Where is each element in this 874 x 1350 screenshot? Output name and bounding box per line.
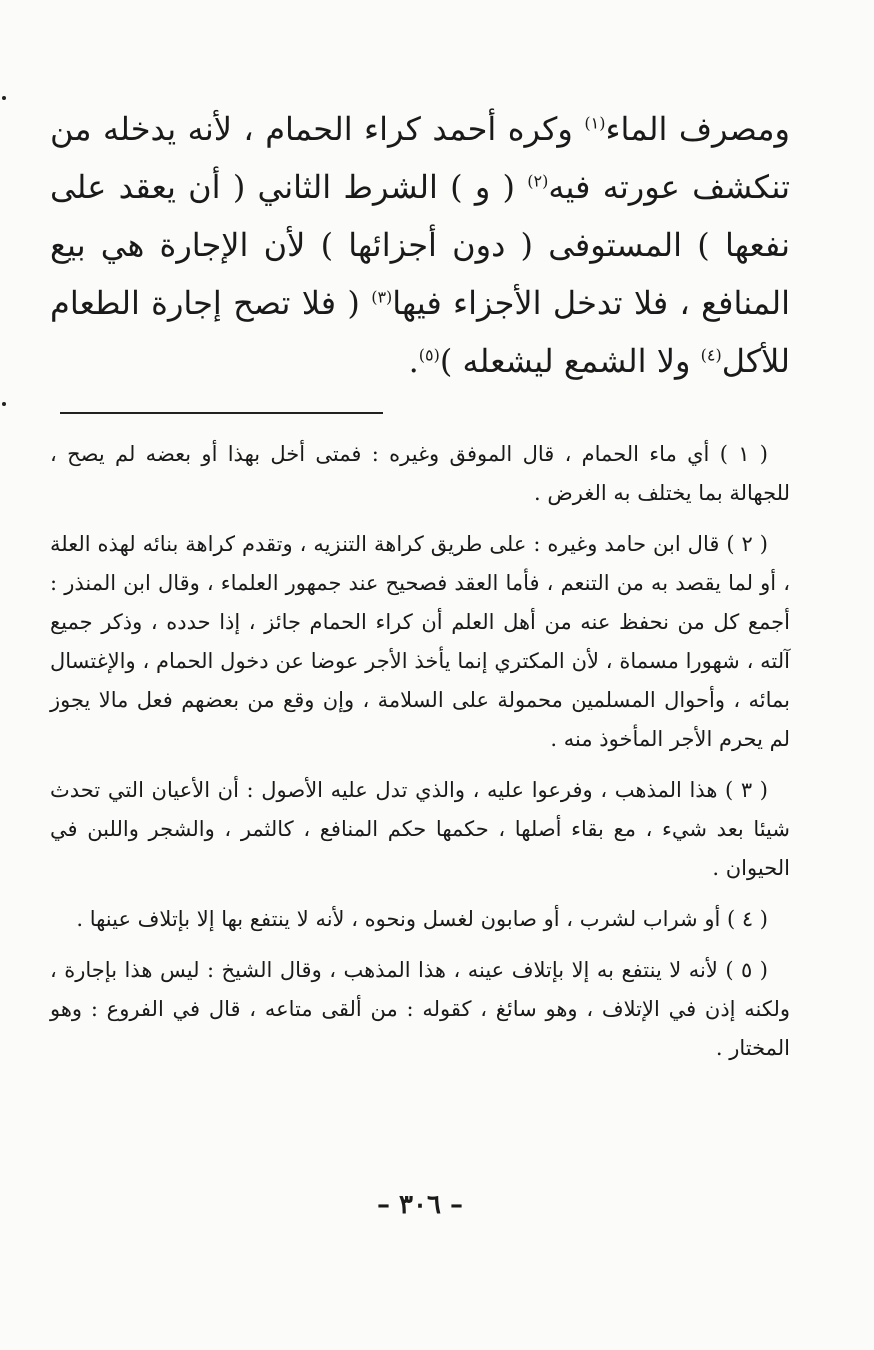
main-text-segment: ( فلا تصح إجارة الطعام للأكل	[50, 284, 790, 380]
footnote-5: ( ٥ ) لأنه لا ينتفع به إلا بإتلاف عينه ، هذا المذهب ، وقال الشيخ : ليس هذا بإجارة ، ولكنه إذن في الإتلاف ، وهو سائغ ، كقوله : من ألقى متاعه ، قال في الفروع : وهو المختار .	[50, 958, 790, 1060]
footnotes	[50, 435, 790, 1080]
main-text	[50, 100, 790, 390]
footnote-ref-1: (١)	[584, 113, 606, 133]
footnote-3: ( ٣ ) هذا المذهب ، وفرعوا عليه ، والذي تدل عليه الأصول : أن الأعيان التي تحدث شيئا بعد شيء ، مع بقاء أصلها ، حكمها حكم المنافع ، كالثمر ، والشجر واللبن في الحيوان .	[50, 778, 790, 880]
main-text-segment: وكره أحمد كراء الحمام ، لأنه يدخله من تنكشف عورته فيه	[50, 110, 791, 206]
main-text-segment: ومصرف الماء	[605, 110, 791, 148]
footnote-separator	[60, 412, 383, 414]
margin-mark-top	[2, 96, 6, 100]
main-text-segment: ( و ) الشرط الثاني ( أن يعقد على نفعها ) المستوفى ( دون أجزائها ) لأن الإجارة هي بيع المنافع ، فلا تدخل الأجزاء فيها	[50, 168, 791, 322]
footnote-ref-3: (٣)	[371, 287, 393, 307]
page-number: – ٣٠٦ –	[376, 1190, 464, 1220]
footnote-4: ( ٤ ) أو شراب لشرب ، أو صابون لغسل ونحوه ، لأنه لا ينتفع بها إلا بإتلاف عينها .	[76, 907, 768, 931]
footnote-ref-4: (٤)	[700, 345, 722, 365]
footnote-1: ( ١ ) أي ماء الحمام ، قال الموفق وغيره : فمتى أخل بهذا أو بعضه لم يصح ، للجهالة بما يختلف به الغرض .	[50, 442, 790, 505]
footnote-2: ( ٢ ) قال ابن حامد وغيره : على طريق كراهة التنزيه ، وتقدم كراهة بنائه لهذه العلة ، أو لما يقصد به من التنعم ، فأما العقد فصحيح عند جمهور العلماء ، وقال ابن المنذر : أجمع كل من نحفظ عنه من أهل العلم أن كراء الحمام جائز ، إذا حدده ، وذكر جميع آلته ، شهورا مسماة ، لأن المكتري إنما يأخذ الأجر عوضا عن دخول الحمام ، والإغتسال بمائه ، وأحوال المسلمين محمولة على السلامة ، وإن وقع من بعضهم فعل مالا يجوز لم يحرم الأجر المأخوذ منه .	[50, 532, 790, 751]
main-text-segment: ولا الشمع ليشعله )	[439, 342, 701, 380]
main-text-segment: .	[408, 342, 419, 380]
footnote-ref-2: (٢)	[527, 171, 549, 191]
footnote-ref-5: (٥)	[418, 345, 440, 365]
margin-mark-bottom	[2, 402, 6, 406]
book-page	[50, 100, 791, 1220]
